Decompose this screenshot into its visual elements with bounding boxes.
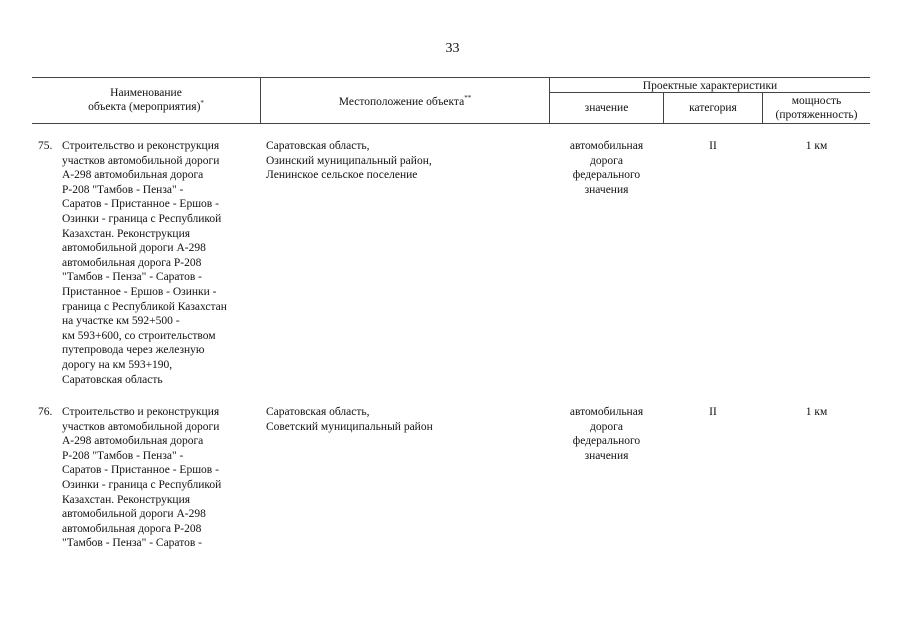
header-capacity-line2: (протяженность) bbox=[775, 109, 858, 121]
text-line: на участке км 592+500 - bbox=[62, 315, 180, 328]
row-value bbox=[550, 405, 663, 463]
text-line: дорога bbox=[590, 154, 623, 167]
text-line: Саратов - Пристанное - Ершов - bbox=[62, 464, 219, 477]
text-line: А-298 автомобильная дорога bbox=[62, 169, 204, 182]
header-name-line1: Наименование bbox=[110, 87, 182, 99]
text-line: "Тамбов - Пенза" - Саратов - bbox=[62, 537, 202, 550]
text-line: участков автомобильной дороги bbox=[62, 420, 220, 433]
text-line: Саратовская область, bbox=[266, 140, 370, 152]
text-line: автомобильная bbox=[569, 406, 644, 418]
row-name bbox=[62, 405, 260, 551]
text-line: Озинский муниципальный район, bbox=[266, 154, 432, 167]
row-category: II bbox=[709, 406, 717, 418]
row-number: 76. bbox=[38, 406, 53, 418]
row-capacity: 1 км bbox=[805, 140, 828, 152]
text-line: Казахстан. Реконструкция bbox=[62, 227, 191, 240]
text-line: Саратов - Пристанное - Ершов - bbox=[62, 198, 219, 211]
text-line: Р-208 "Тамбов - Пенза" - bbox=[62, 183, 184, 196]
text-line: Строительство и реконструкция bbox=[62, 140, 220, 152]
header-name bbox=[32, 86, 260, 114]
text-line: Советский муниципальный район bbox=[266, 420, 433, 433]
row-name bbox=[62, 139, 260, 387]
header-name-line2-text: объекта (мероприятия) bbox=[88, 101, 201, 113]
text-line: автомобильная дорога Р-208 bbox=[62, 256, 202, 269]
header-name-line2 bbox=[32, 100, 260, 114]
text-line: Саратовская область, bbox=[266, 406, 370, 418]
text-line: федерального bbox=[572, 169, 641, 182]
header-top-rule bbox=[32, 77, 870, 78]
header-project-group: Проектные характеристики bbox=[642, 80, 778, 92]
text-line: участков автомобильной дороги bbox=[62, 154, 220, 167]
header-bottom-rule bbox=[32, 123, 870, 124]
text-line: автомобильная дорога Р-208 bbox=[62, 522, 202, 535]
text-line: Строительство и реконструкция bbox=[62, 406, 220, 418]
header-location-text: Местоположение объекта bbox=[338, 96, 465, 108]
header-category: категория bbox=[689, 102, 737, 114]
text-line: Р-208 "Тамбов - Пенза" - bbox=[62, 449, 184, 462]
header-capacity-line1: мощность bbox=[791, 95, 842, 107]
text-line: путепровода через железную bbox=[62, 344, 205, 357]
text-line: автомобильной дороги А-298 bbox=[62, 508, 206, 521]
header-value: значение bbox=[584, 102, 629, 114]
header-name-footnote-mark: * bbox=[200, 99, 204, 108]
text-line: Саратовская область bbox=[62, 373, 163, 386]
text-line: дорога bbox=[590, 420, 623, 433]
page-number: 33 bbox=[445, 41, 460, 56]
header-location bbox=[261, 95, 549, 109]
row-capacity: 1 км bbox=[805, 406, 828, 418]
text-line: Казахстан. Реконструкция bbox=[62, 493, 191, 506]
text-line: Пристанное - Ершов - Озинки - bbox=[62, 285, 217, 298]
row-number: 75. bbox=[38, 140, 53, 152]
text-line: км 593+600, со строительством bbox=[62, 329, 216, 342]
row-value bbox=[550, 139, 663, 197]
text-line: Озинки - граница с Республикой bbox=[62, 478, 222, 491]
row-category: II bbox=[709, 140, 717, 152]
text-line: граница с Республикой Казахстан bbox=[62, 300, 227, 313]
header-capacity bbox=[763, 94, 870, 122]
text-line: федерального bbox=[572, 435, 641, 448]
text-line: автомобильной дороги А-298 bbox=[62, 242, 206, 255]
text-line: "Тамбов - Пенза" - Саратов - bbox=[62, 271, 202, 284]
text-line: автомобильная bbox=[569, 140, 644, 152]
text-line: Ленинское сельское поселение bbox=[266, 169, 418, 182]
text-line: значения bbox=[584, 449, 629, 462]
text-line: Озинки - граница с Республикой bbox=[62, 212, 222, 225]
row-location bbox=[266, 139, 546, 183]
header-location-footnote-mark: ** bbox=[464, 94, 472, 103]
text-line: А-298 автомобильная дорога bbox=[62, 435, 204, 448]
text-line: дорогу на км 593+190, bbox=[62, 358, 173, 371]
row-location bbox=[266, 405, 546, 434]
text-line: значения bbox=[584, 183, 629, 196]
